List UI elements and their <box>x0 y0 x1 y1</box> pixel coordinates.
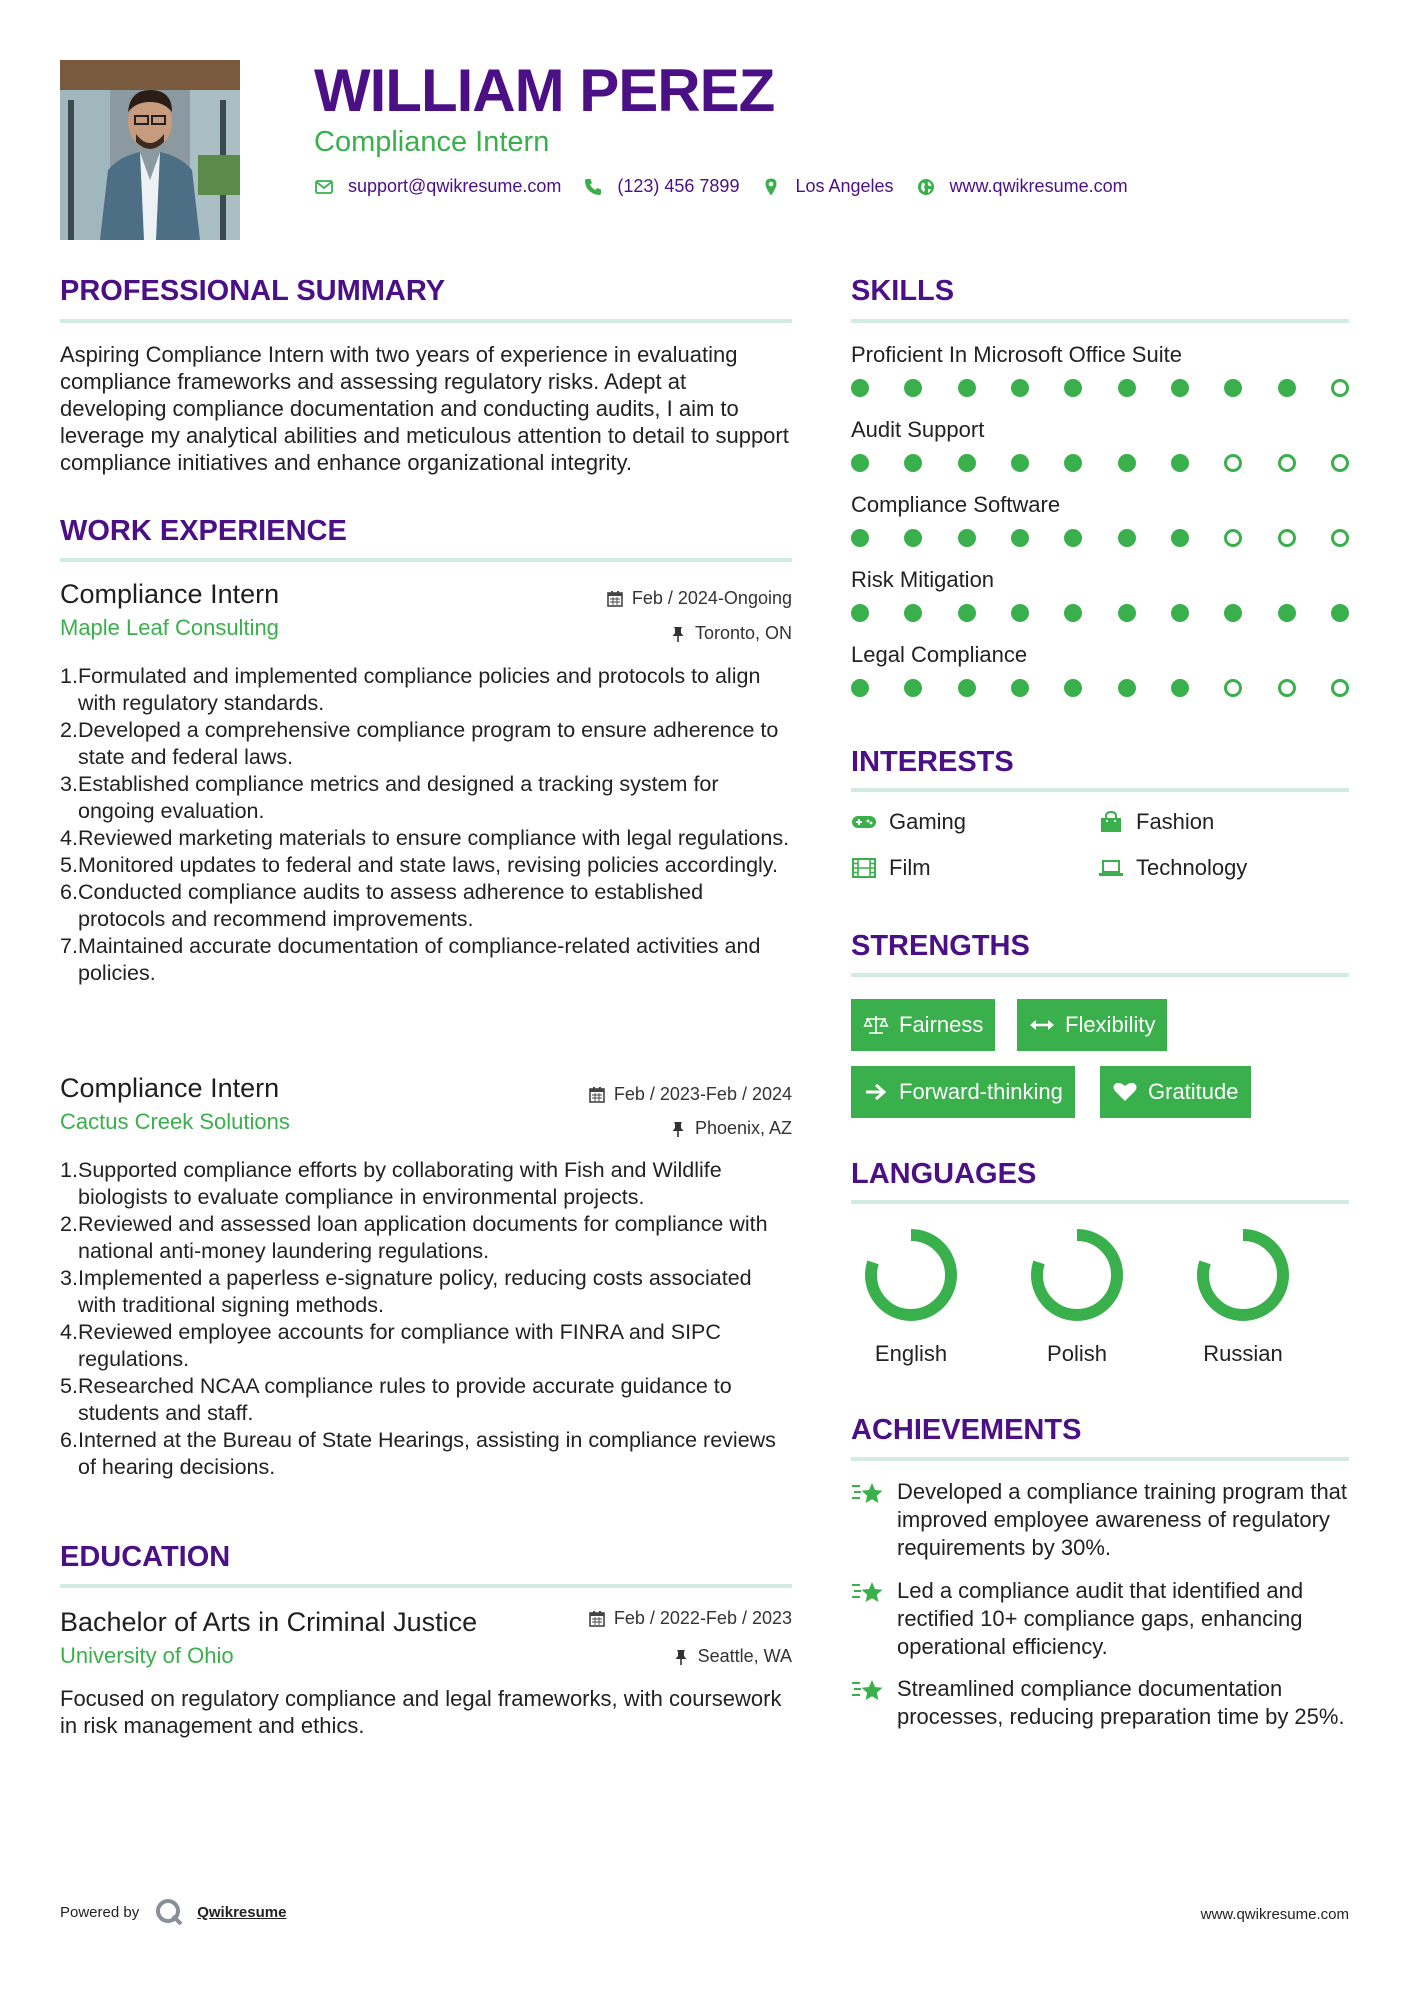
contact-website[interactable] <box>916 176 1128 197</box>
achievement-item <box>851 1675 1349 1731</box>
summary-text: Aspiring Compliance Intern with two years of experience in evaluating compliance frameworks and assessing regulatory risks. Adept at developing compliance documentation and conducting audits, I aim to leverage my analytical abilities and meticulous attention to detail to support compliance initiatives and enhance organizational integrity. <box>60 342 789 475</box>
phone-icon <box>583 177 603 197</box>
interest-label: Fashion <box>1136 809 1215 834</box>
rating-dot-filled <box>904 679 922 697</box>
summary-heading: PROFESSIONAL SUMMARY <box>60 275 446 307</box>
skill-item <box>851 491 1349 566</box>
rating-dot-filled <box>1064 454 1082 472</box>
brand-link[interactable]: Qwikresume <box>197 1903 287 1921</box>
gamepad-icon <box>851 811 877 833</box>
job-entry <box>60 578 792 668</box>
education-description: Focused on regulatory compliance and legal frameworks, with coursework in risk management and ethics. <box>60 1686 782 1738</box>
website-text: www.qwikresume.com <box>949 176 1128 196</box>
pushpin-icon <box>672 1648 690 1666</box>
education-dates <box>588 1608 792 1629</box>
candidate-title: Compliance Intern <box>314 126 550 158</box>
skill-rating <box>851 454 1349 472</box>
rating-dot-filled <box>1011 679 1029 697</box>
achievement-text: Developed a compliance training program that improved employee awareness of regulatory requirements by 30%. <box>897 1479 1348 1560</box>
language-ring <box>1027 1225 1127 1325</box>
job-location <box>669 1118 792 1139</box>
rating-dot-filled <box>1171 529 1189 547</box>
rating-dot-filled <box>904 604 922 622</box>
list-item: Monitored updates to federal and state laws, revising policies accordingly. <box>78 853 778 877</box>
experience-divider <box>60 558 792 562</box>
interest-label: Technology <box>1136 855 1248 880</box>
contact-email[interactable] <box>314 176 561 197</box>
strength-badge <box>851 1066 1075 1118</box>
list-item: Maintained accurate documentation of compliance-related activities and policies. <box>78 934 761 985</box>
list-item: Established compliance metrics and designed a tracking system for ongoing evaluation. <box>78 772 719 823</box>
strength-label: Forward-thinking <box>899 1079 1063 1104</box>
interest-item <box>1098 855 1247 881</box>
education-divider <box>60 1584 792 1588</box>
strength-label: Gratitude <box>1148 1079 1239 1104</box>
skill-rating <box>851 529 1349 547</box>
rating-dot-filled <box>1118 529 1136 547</box>
rating-dot-empty <box>1224 679 1242 697</box>
phone-text: (123) 456 7899 <box>617 176 740 196</box>
shopping-bag-icon <box>1098 811 1124 833</box>
education-heading: EDUCATION <box>60 1541 231 1573</box>
achievements-divider <box>851 1457 1349 1461</box>
rating-dot-filled <box>1224 604 1242 622</box>
achievement-item <box>851 1577 1349 1661</box>
contact-bar <box>314 176 1150 197</box>
rating-dot-empty <box>1331 454 1349 472</box>
experience-heading: WORK EXPERIENCE <box>60 515 347 547</box>
arrows-horizontal-icon <box>1029 1014 1055 1036</box>
education-entry <box>60 1606 792 1696</box>
skill-rating <box>851 379 1349 397</box>
summary-divider <box>60 319 792 323</box>
rating-dot-filled <box>851 604 869 622</box>
rating-dot-filled <box>1118 454 1136 472</box>
qwikresume-logo-icon <box>153 1896 185 1928</box>
languages-heading: LANGUAGES <box>851 1158 1037 1190</box>
footer-url[interactable]: www.qwikresume.com <box>1200 1906 1349 1923</box>
job-dates-text: Feb / 2023-Feb / 2024 <box>613 1084 792 1104</box>
rating-dot-filled <box>1171 454 1189 472</box>
interest-item <box>851 809 966 835</box>
job-responsibilities <box>60 1157 792 1481</box>
rating-dot-filled <box>851 529 869 547</box>
rating-dot-empty <box>1278 454 1296 472</box>
list-item: Reviewed marketing materials to ensure compliance with legal regulations. <box>78 826 790 850</box>
language-name: Polish <box>1047 1341 1107 1366</box>
rating-dot-filled <box>904 529 922 547</box>
language-ring <box>1193 1225 1293 1325</box>
balance-scale-icon <box>863 1014 889 1036</box>
school-name: University of Ohio <box>60 1643 234 1668</box>
rating-dot-filled <box>904 379 922 397</box>
contact-location <box>761 176 893 197</box>
skill-item <box>851 566 1349 641</box>
job-location-text: Toronto, ON <box>694 623 792 643</box>
contact-phone[interactable] <box>583 176 739 197</box>
education-location <box>672 1646 792 1667</box>
shooting-star-icon <box>851 1577 885 1607</box>
skill-item <box>851 341 1349 416</box>
list-item: Interned at the Bureau of State Hearings, assisting in compliance reviews of hearing decisions. <box>78 1428 776 1479</box>
rating-dot-filled <box>1278 604 1296 622</box>
skill-name: Audit Support <box>851 417 985 442</box>
rating-dot-filled <box>851 454 869 472</box>
interests-list <box>851 805 1349 905</box>
job-entry <box>60 1072 792 1162</box>
list-item: Supported compliance efforts by collaborating with Fish and Wildlife biologists to evaluate compliance in environmental projects. <box>78 1158 722 1209</box>
skill-rating <box>851 679 1349 697</box>
rating-dot-filled <box>851 679 869 697</box>
heart-icon <box>1112 1081 1138 1103</box>
globe-icon <box>916 177 936 197</box>
interest-item <box>1098 809 1214 835</box>
skill-item <box>851 416 1349 491</box>
skills-list <box>851 341 1349 716</box>
job-company: Cactus Creek Solutions <box>60 1109 290 1134</box>
rating-dot-filled <box>1011 454 1029 472</box>
calendar-icon <box>588 1086 606 1104</box>
email-text: support@qwikresume.com <box>348 176 562 196</box>
list-item: Developed a comprehensive compliance program to ensure adherence to state and federal laws. <box>78 718 779 769</box>
rating-dot-filled <box>958 379 976 397</box>
skills-heading: SKILLS <box>851 275 955 307</box>
shooting-star-icon <box>851 1478 885 1508</box>
profile-photo-image <box>60 60 240 240</box>
strength-badge <box>1017 999 1167 1051</box>
skill-name: Compliance Software <box>851 492 1061 517</box>
rating-dot-filled <box>1224 379 1242 397</box>
rating-dot-filled <box>1118 604 1136 622</box>
job-location <box>669 623 792 644</box>
language-ring <box>861 1225 961 1325</box>
rating-dot-empty <box>1331 679 1349 697</box>
list-item: Formulated and implemented compliance policies and protocols to align with regulatory standards. <box>78 664 761 715</box>
strengths-heading: STRENGTHS <box>851 930 1030 962</box>
language-name: English <box>874 1341 948 1366</box>
map-marker-icon <box>761 177 781 197</box>
interest-label: Gaming <box>889 809 967 834</box>
skill-item <box>851 641 1349 716</box>
skill-name: Risk Mitigation <box>851 567 995 592</box>
language-item <box>1173 1225 1313 1367</box>
job-responsibilities <box>60 663 792 987</box>
interests-heading: INTERESTS <box>851 746 1014 778</box>
powered-by-text: Powered by <box>60 1903 140 1921</box>
language-item <box>841 1225 981 1367</box>
rating-dot-filled <box>958 529 976 547</box>
rating-dot-filled <box>904 454 922 472</box>
education-location-text: Seattle, WA <box>697 1646 792 1666</box>
strength-label: Flexibility <box>1065 1012 1156 1037</box>
interest-item <box>851 855 931 881</box>
job-dates <box>606 588 792 609</box>
skill-name: Proficient In Microsoft Office Suite <box>851 342 1182 367</box>
rating-dot-filled <box>1064 379 1082 397</box>
calendar-icon <box>588 1610 606 1628</box>
laptop-icon <box>1098 857 1124 879</box>
job-dates-text: Feb / 2024-Ongoing <box>631 588 792 608</box>
languages-divider <box>851 1200 1349 1204</box>
rating-dot-empty <box>1224 454 1242 472</box>
skill-name: Legal Compliance <box>851 642 1028 667</box>
strength-label: Fairness <box>899 1012 984 1037</box>
rating-dot-filled <box>1171 379 1189 397</box>
rating-dot-filled <box>958 604 976 622</box>
list-item: Implemented a paperless e-signature policy, reducing costs associated with traditional signing methods. <box>78 1266 752 1317</box>
strengths-divider <box>851 973 1349 977</box>
rating-dot-filled <box>1064 529 1082 547</box>
language-item <box>1007 1225 1147 1367</box>
rating-dot-empty <box>1224 529 1242 547</box>
achievement-text: Streamlined compliance documentation processes, reducing preparation time by 25%. <box>897 1676 1345 1729</box>
rating-dot-filled <box>1064 679 1082 697</box>
pushpin-icon <box>669 625 687 643</box>
job-title: Compliance Intern <box>60 1073 280 1103</box>
calendar-icon <box>606 590 624 608</box>
job-location-text: Phoenix, AZ <box>694 1118 792 1138</box>
rating-dot-filled <box>1331 604 1349 622</box>
rating-dot-filled <box>1118 379 1136 397</box>
list-item: Reviewed employee accounts for compliance with FINRA and SIPC regulations. <box>78 1320 721 1371</box>
rating-dot-filled <box>851 379 869 397</box>
strength-badge <box>851 999 995 1051</box>
film-icon <box>851 857 877 879</box>
list-item: Researched NCAA compliance rules to provide accurate guidance to students and staff. <box>78 1374 732 1425</box>
list-item: Reviewed and assessed loan application documents for compliance with national anti-money laundering regulations. <box>78 1212 768 1263</box>
candidate-name: WILLIAM PEREZ <box>314 57 775 124</box>
shooting-star-icon <box>851 1675 885 1705</box>
skill-rating <box>851 604 1349 622</box>
strength-badge <box>1100 1066 1251 1118</box>
list-item: Conducted compliance audits to assess adherence to established protocols and recommend improvements. <box>78 880 704 931</box>
rating-dot-filled <box>1171 604 1189 622</box>
rating-dot-filled <box>1011 379 1029 397</box>
envelope-icon <box>314 177 334 197</box>
footer-branding <box>60 1896 286 1928</box>
profile-photo <box>60 60 240 240</box>
job-dates <box>588 1084 792 1105</box>
language-name: Russian <box>1203 1341 1283 1366</box>
pushpin-icon <box>669 1120 687 1138</box>
rating-dot-filled <box>1278 379 1296 397</box>
rating-dot-filled <box>1011 604 1029 622</box>
interest-label: Film <box>889 855 931 880</box>
achievement-text: Led a compliance audit that identified and rectified 10+ compliance gaps, enhancing operational efficiency. <box>897 1578 1304 1659</box>
interests-divider <box>851 788 1349 792</box>
rating-dot-empty <box>1278 679 1296 697</box>
arrow-right-icon <box>863 1081 889 1103</box>
rating-dot-filled <box>1011 529 1029 547</box>
rating-dot-filled <box>958 679 976 697</box>
rating-dot-empty <box>1278 529 1296 547</box>
achievements-heading: ACHIEVEMENTS <box>851 1414 1082 1446</box>
rating-dot-empty <box>1331 529 1349 547</box>
location-text: Los Angeles <box>795 176 894 196</box>
rating-dot-filled <box>1064 604 1082 622</box>
rating-dot-filled <box>1171 679 1189 697</box>
skills-divider <box>851 319 1349 323</box>
rating-dot-empty <box>1331 379 1349 397</box>
job-title: Compliance Intern <box>60 579 280 609</box>
degree-title: Bachelor of Arts in Criminal Justice <box>60 1607 478 1637</box>
education-dates-text: Feb / 2022-Feb / 2023 <box>613 1608 792 1628</box>
rating-dot-filled <box>1118 679 1136 697</box>
job-company: Maple Leaf Consulting <box>60 615 279 640</box>
achievement-item <box>851 1478 1349 1562</box>
rating-dot-filled <box>958 454 976 472</box>
